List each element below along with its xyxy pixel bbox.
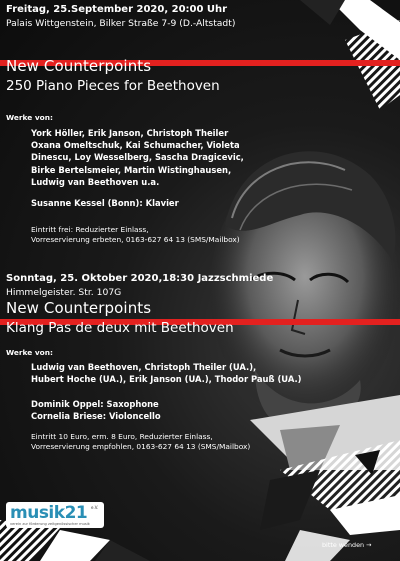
event1-entry-info <box>31 225 240 245</box>
logo-word: musik <box>10 503 65 523</box>
event2-composer-list <box>31 361 301 385</box>
beethoven-portrait <box>210 151 400 470</box>
performer-line: Dominik Oppel: Saxophone <box>31 399 159 409</box>
event2-performer-list <box>31 398 161 422</box>
event2-title: New Counterpoints <box>6 299 152 317</box>
logo-number: 21 <box>64 503 88 523</box>
event1-works-label: Werke von: <box>6 113 53 122</box>
event1-date: Freitag, 25.September 2020, 20:00 Uhr <box>6 4 228 15</box>
logo-tagline: verein zur förderung zeitgenössischer musik <box>10 522 90 526</box>
event1-performer: Susanne Kessel (Bonn): Klavier <box>31 198 179 208</box>
entry-line: Eintritt frei: Reduzierter Einlass, <box>31 225 149 234</box>
event2-subtitle: Klang Pas de deux mit Beethoven <box>6 320 234 336</box>
composer-line: Hubert Hoche (UA.), Erik Janson (UA.), Thodor Pauß (UA.) <box>31 374 302 385</box>
event2-entry-info <box>31 432 250 452</box>
composer-line: Ludwig van Beethoven u.a. <box>31 176 160 187</box>
turn-page-note: bitte wenden → <box>322 541 372 549</box>
musik21-logo <box>6 502 104 528</box>
event1-composer-list <box>31 127 244 188</box>
event1-subtitle: 250 Piano Pieces for Beethoven <box>6 78 220 94</box>
composer-line: Oxana Omeltschuk, Kai Schumacher, Violeta <box>31 140 240 151</box>
top-right-geometric-shapes <box>300 0 400 110</box>
composer-line: York Höller, Erik Janson, Christoph Theiler <box>31 128 229 138</box>
entry-line: Vorreservierung erbeten, 0163-627 64 13 (SMS/Mailbox) <box>31 235 240 244</box>
event2-works-label: Werke von: <box>6 348 53 357</box>
event2-venue: Himmelgeister. Str. 107G <box>6 287 122 298</box>
event1-venue: Palais Wittgenstein, Bilker Straße 7-9 (D.-Altstadt) <box>6 18 236 29</box>
entry-line: Vorreservierung empfohlen, 0163-627 64 13 (SMS/Mailbox) <box>31 442 251 451</box>
performer-line: Cornelia Briese: Violoncello <box>31 411 161 422</box>
composer-line: Birke Bertelsmeier, Martin Wistinghausen, <box>31 164 232 175</box>
entry-line: Eintritt 10 Euro, erm. 8 Euro, Reduzierter Einlass, <box>31 432 213 441</box>
logo-suffix: e.V. <box>91 505 99 510</box>
logo-wordmark <box>10 503 87 523</box>
composer-line: Dinescu, Loy Wesselberg, Sascha Dragicevic, <box>31 152 244 163</box>
event1-title: New Counterpoints <box>6 57 152 75</box>
event2-date: Sonntag, 25. Oktober 2020,18:30 Jazzschmiede <box>6 273 274 284</box>
composer-line: Ludwig van Beethoven, Christoph Theiler (UA.), <box>31 362 257 372</box>
